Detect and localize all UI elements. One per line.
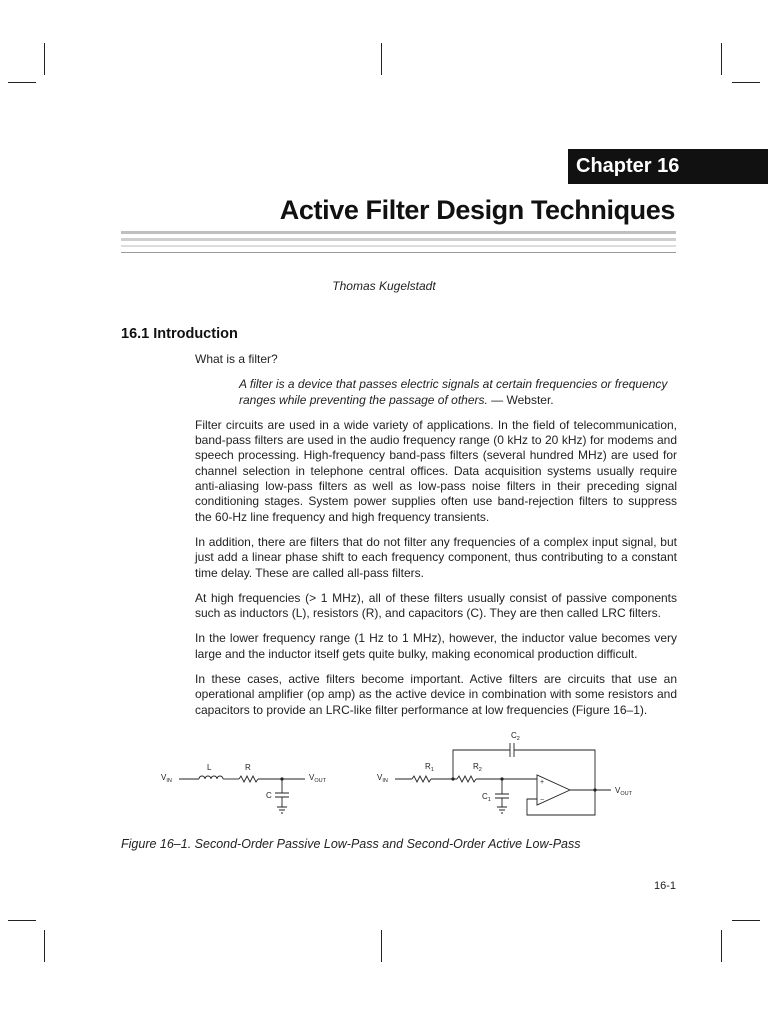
paragraph: At high frequencies (> 1 MHz), all of these filters usually consist of passive components such as inductors (L), resistors (R), and capacitors (C). They are then called LRC filters. <box>195 590 677 621</box>
paragraph: In addition, there are filters that do not filter any frequencies of a complex input signal, but just add a linear phase shift to each frequency component, thus contributing to a constant time delay. These are called all-pass filters. <box>195 534 677 580</box>
section-heading: 16.1 Introduction <box>121 326 238 342</box>
active-vin-label: $V_{IN}$ <box>377 773 388 784</box>
capacitor-c2 <box>510 743 514 757</box>
inductor-label: L <box>207 763 212 772</box>
passive-vout-label: $V_{OUT}$ <box>309 773 326 784</box>
definition-quote <box>239 377 677 408</box>
figure-caption: Figure 16–1. Second-Order Passive Low-Pass and Second-Order Active Low-Pass <box>121 837 581 851</box>
resistor-label: R <box>245 763 251 772</box>
resistor-r2 <box>457 776 476 782</box>
inductor-l <box>199 776 223 779</box>
title-rule <box>121 252 676 253</box>
r1-label: $R_1$ <box>425 762 434 773</box>
title-rule <box>121 245 676 247</box>
crop-mark <box>381 43 382 75</box>
title-rule <box>121 231 676 234</box>
crop-mark <box>721 930 722 962</box>
capacitor-c <box>275 779 289 807</box>
quote-text: A filter is a device that passes electric signals at certain frequencies or frequency ranges while preventing the passage of others. <box>239 377 668 407</box>
page-number: 16-1 <box>653 880 676 892</box>
c1-label: $C_1$ <box>482 792 491 803</box>
circuit-figure <box>121 727 676 827</box>
ground-symbol <box>277 807 287 813</box>
crop-mark <box>381 930 382 962</box>
capacitor-label: C <box>266 791 272 800</box>
page-title: Active Filter Design Techniques <box>279 195 675 225</box>
crop-mark <box>732 920 760 921</box>
body-text <box>195 352 677 728</box>
r2-label: $R_2$ <box>473 762 482 773</box>
quote-attribution: — Webster. <box>487 392 554 407</box>
crop-mark <box>8 82 36 83</box>
c2-label: $C_2$ <box>511 731 520 742</box>
paragraph: In these cases, active filters become important. Active filters are circuits that use an operational amplifier (op amp) as the active device in combination with some resistors and capacitors to provide an LRC-like filter performance at low frequencies (Figure 16–1). <box>195 672 677 717</box>
author: Thomas Kugelstadt <box>332 279 436 293</box>
resistor-r1 <box>412 776 431 782</box>
ground-symbol <box>497 807 507 813</box>
paragraph: In the lower frequency range (1 Hz to 1 MHz), however, the inductor value becomes very large and the inductor itself gets quite bulky, making economical production difficult. <box>195 631 677 661</box>
lead-question: What is a filter? <box>195 352 278 366</box>
passive-vin-label: $V_{IN}$ <box>161 773 172 784</box>
capacitor-c1 <box>495 779 509 807</box>
op-amp-minus-label: − <box>540 797 545 804</box>
crop-mark <box>44 43 45 75</box>
op-amp-plus-label: + <box>540 779 545 786</box>
crop-mark <box>721 43 722 75</box>
chapter-label: Chapter 16 <box>568 149 768 184</box>
resistor-r <box>239 776 258 782</box>
crop-mark <box>8 920 36 921</box>
paragraph: Filter circuits are used in a wide variety of applications. In the field of telecommunication, band-pass filters are used in the audio frequency range (0 kHz to 20 kHz) for modems and speech processing. High-frequency band-pass filters (several hundred MHz) are used for channel selection in telephone central offices. Data acquisition systems usually require anti-aliasing low-pass filters as well as low-pass noise filters in their preceding signal conditioning stages. System power supplies often use band-rejection filters to suppress the 60-Hz line frequency and high frequency transients. <box>195 417 677 524</box>
title-rule <box>121 238 676 241</box>
active-vout-label: $V_{OUT}$ <box>615 786 632 797</box>
crop-mark <box>44 930 45 962</box>
crop-mark <box>732 82 760 83</box>
